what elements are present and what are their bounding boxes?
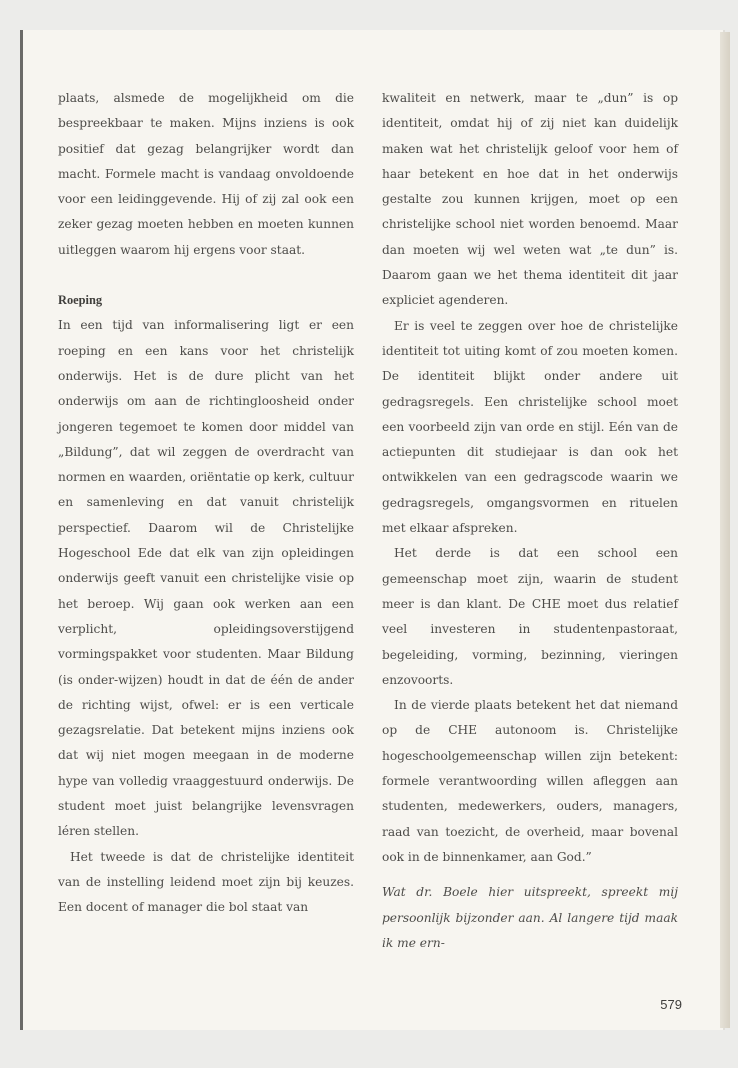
- left-paragraph-1: plaats, alsmede de mogelijkheid om die bespreekbaar te maken. Mijns inziens is ook positief dat gezag belangrijker wordt dan macht. Formele macht is vandaag onvoldoende voor een leidinggevende. Hij of zij zal ook een zeker gezag moeten hebben en moeten kunnen uitleggen waarom hij ergens voor staat.: [58, 91, 354, 257]
- right-paragraph-1: kwaliteit en netwerk, maar te „dun” is op identiteit, omdat hij of zij niet kan duidelijk maken wat het christelijk geloof voor hem of haar betekent en hoe dat in het onderwijs gestalte zou kunnen krijgen, moet op een christelijke school niet worden benoemd. Maar dan moeten wij wel weten wat „te dun” is. Daarom gaan we het thema identiteit dit jaar expliciet agenderen.: [382, 91, 678, 308]
- section-heading: Roeping: [58, 293, 103, 308]
- left-paragraph-3: Het tweede is dat de christelijke identiteit van de instelling leidend moet zijn bij keuzes. Een docent of manager die bol staat van: [58, 849, 354, 915]
- italic-commentary: Wat dr. Boele hier uitspreekt, spreekt mij persoonlijk bijzonder aan. Al langere tijd maak ik me ern-: [382, 885, 678, 950]
- left-paragraph-2: In een tijd van informalisering ligt er een roeping en een kans voor het christelijk onderwijs. Het is de dure plicht van het onderwijs om aan de richtingloosheid onder jongeren tegemoet te komen door middel van „Bildung”, dat wil zeggen de overdracht van normen en waarden, oriëntatie op kerk, cultuur en samenleving en dat vanuit christelijk perspectief. Daarom wil de Christelijke Hogeschool Ede dat elk van zijn opleidingen onderwijs geeft vanuit een christelijke visie op het beroep. Wij gaan ook werken aan een verplicht, opleidingsoverstijgend vormingspakket voor studenten. Maar Bildung (is onder-wijzen) houdt in dat de één de ander de richting wijst, ofwel: er is een verticale gezagsrelatie. Dat betekent mijns inziens ook dat wij niet mogen meegaan in de moderne hype van volledig vraaggestuurd onderwijs. De student moet juist belangrijke levensvragen léren stellen.: [58, 318, 354, 839]
- page-number: 579: [660, 997, 682, 1012]
- right-paragraph-4: In de vierde plaats betekent het dat niemand op de CHE autonoom is. Christelijke hogeschoolgemeenschap willen zijn betekent: formele verantwoording willen afleggen aan studenten, medewerkers, ouders, managers, raad van toezicht, de overheid, maar bovenal ook in de binnenkamer, aan God.”: [382, 698, 678, 864]
- right-paragraph-2: Er is veel te zeggen over hoe de christelijke identiteit tot uiting komt of zou moeten komen. De identiteit blijkt onder andere uit gedragsregels. Een christelijke school moet een voorbeeld zijn van orde en stijl. Eén van de actiepunten dit studiejaar is dan ook het ontwikkelen van een gedragscode waarin we gedragsregels, omgangsvormen en rituelen met elkaar afspreken.: [382, 318, 678, 536]
- left-column: [58, 86, 354, 921]
- right-paragraph-3: Het derde is dat een school een gemeenschap moet zijn, waarin de student meer is dan klant. De CHE moet dus relatief veel investeren in studentenpastoraat, begeleiding, vorming, bezinning, vieringen enzovoorts.: [382, 546, 678, 687]
- right-column: [382, 86, 678, 956]
- page-edge: [720, 32, 730, 1028]
